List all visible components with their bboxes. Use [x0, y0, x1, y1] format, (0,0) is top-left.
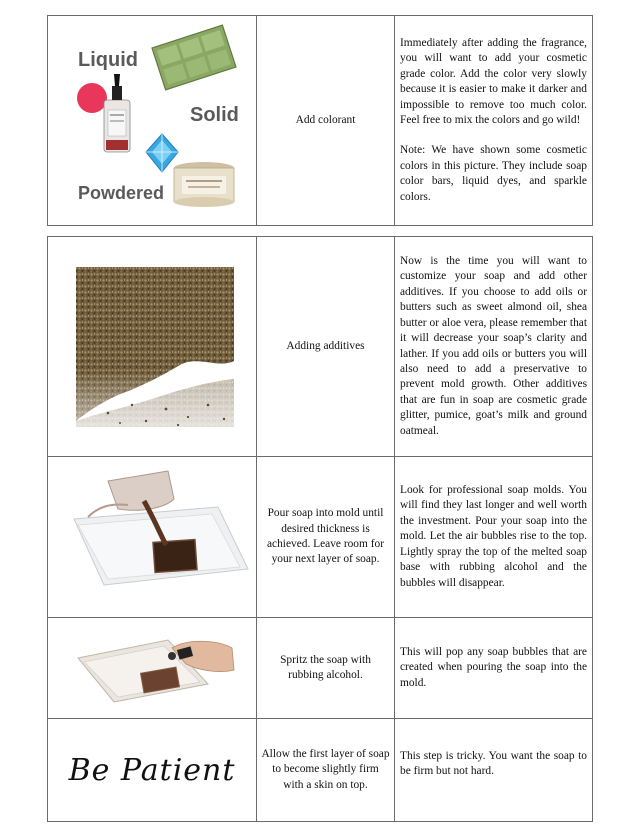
- table-row: [48, 16, 593, 226]
- step-description: This step is tricky. You want the soap to be firm but not hard.: [395, 719, 593, 822]
- step-description: Now is the time you will want to customize your soap and add other additives. If you choose to add oils or butters such as sweet almond oil, shea butter or aloe vera, please remember that it will decrease your soap’s clarity and lather. If you add oils or butters you will also need to add a preservative to prevent mold growth. Other additives that are fun in soap are cosmetic grade glitter, pumice, goat’s milk and ground oatmeal.: [395, 237, 593, 457]
- step-description: Look for professional soap molds. You will find they last longer and well worth the investment. Pour your soap into the mold. Let the air bubbles rise to the top. Lightly spray the top of the melted soap base with rubbing alcohol and the bubbles will disappear.: [395, 457, 593, 618]
- step-description: [395, 16, 593, 226]
- description-note: Note: We have shown some cosmetic colors in this picture. They include soap color bars, liquid dyes, and sparkle colors.: [400, 144, 587, 203]
- oatmeal-additive-icon: [76, 267, 234, 427]
- dye-bottle-icon: [104, 74, 130, 152]
- description-text: Immediately after adding the fragrance, you will want to add your cosmetic grade color. Add the color very slowly because it is easier to make it darker and impossible to remove too much color. Feel free to mix the colors and go wild!: [400, 36, 587, 126]
- step-label: Allow the first layer of soap to become slightly firm with a skin on top.: [257, 719, 395, 822]
- colorant-image: [48, 16, 256, 220]
- pour-image-cell: [48, 457, 257, 618]
- step-label: Pour soap into mold until desired thickness is achieved. Leave room for your next layer of soap.: [257, 457, 395, 618]
- sparkle-diamond-icon: [146, 134, 178, 172]
- image-label-solid: Solid: [190, 104, 239, 126]
- step-label: Adding additives: [257, 237, 395, 457]
- step-label: Spritz the soap with rubbing alcohol.: [257, 618, 395, 719]
- be-patient-cell: [48, 719, 257, 822]
- table-row: [48, 237, 593, 457]
- image-label-powdered: Powdered: [78, 183, 165, 203]
- red-dye-swatch: [77, 83, 107, 113]
- additives-image: [48, 237, 256, 451]
- spritz-image: [48, 618, 256, 713]
- table-row: [48, 618, 593, 719]
- step-label: Add colorant: [257, 16, 395, 226]
- colorant-table: [47, 15, 593, 226]
- powder-jar-icon: [174, 162, 234, 207]
- table-row: [48, 457, 593, 618]
- image-label-liquid: Liquid: [78, 49, 138, 71]
- colorant-image-cell: [48, 16, 257, 226]
- pour-image: [48, 457, 256, 612]
- solid-color-bar-icon: [152, 25, 236, 90]
- spritz-image-cell: [48, 618, 257, 719]
- step-description: This will pop any soap bubbles that are created when pouring the soap into the mold.: [395, 618, 593, 719]
- table-row: [48, 719, 593, 822]
- additives-image-cell: [48, 237, 257, 457]
- steps-table: [47, 236, 593, 822]
- soap-mold-icon: [74, 507, 248, 585]
- be-patient-text: Be Patient: [68, 752, 236, 788]
